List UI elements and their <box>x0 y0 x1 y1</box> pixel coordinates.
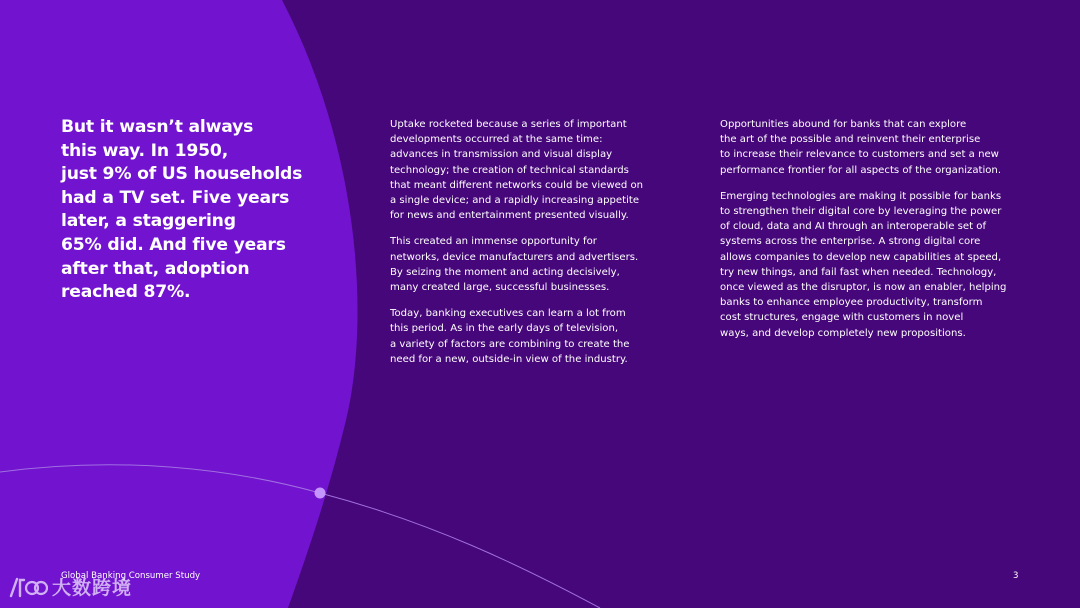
headline-line: after that, adoption <box>61 258 250 279</box>
text-line: allows companies to develop new capabilities at speed, <box>720 251 1002 263</box>
text-line: Emerging technologies are making it possible for banks <box>720 190 1002 202</box>
headline-line: had a TV set. Five years <box>61 187 290 208</box>
text-line: that meant different networks could be viewed on <box>390 179 644 191</box>
text-line: to strengthen their digital core by leveraging the power <box>720 206 1002 218</box>
text-line: networks, device manufacturers and advertisers. <box>390 251 639 263</box>
text-line: Opportunities abound for banks that can explore <box>720 119 967 130</box>
text-line: systems across the enterprise. A strong digital core <box>720 236 981 248</box>
text-line: the art of the possible and reinvent their enterprise <box>720 134 981 146</box>
watermark-text: 大数跨境 <box>52 577 133 599</box>
paragraph <box>390 306 670 367</box>
text-line: Today, banking executives can learn a lot from <box>390 308 626 320</box>
text-line: to increase their relevance to customers and set a new <box>720 149 999 161</box>
text-line: once viewed as the disruptor, is now an enabler, helping <box>720 282 1007 294</box>
text-line: this period. As in the early days of television, <box>390 323 619 335</box>
headline <box>61 116 311 305</box>
text-line: many created large, successful businesses. <box>390 282 610 294</box>
text-line: need for a new, outside-in view of the industry. <box>390 353 628 365</box>
text-line: banks to enhance employee productivity, transform <box>720 297 983 309</box>
headline-line: But it wasn’t always <box>61 117 254 137</box>
headline-line: this way. In 1950, <box>61 140 229 161</box>
paragraph <box>390 117 670 223</box>
text-line: a variety of factors are combining to create the <box>390 338 630 350</box>
text-line: developments occurred at the same time: <box>390 134 603 146</box>
body-column-right <box>720 117 1040 352</box>
text-line: a single device; and a rapidly increasing appetite <box>390 195 640 207</box>
headline-line: reached 87%. <box>61 282 191 303</box>
headline-line: just 9% of US households <box>61 164 303 185</box>
decorative-dot <box>315 488 326 499</box>
text-line: This created an immense opportunity for <box>390 236 597 248</box>
text-line: for news and entertainment presented visually. <box>390 210 629 222</box>
text-line: Uptake rocketed because a series of important <box>390 119 627 130</box>
text-line: of cloud, data and AI through an interoperable set of <box>720 221 987 233</box>
footer-label: Global Banking Consumer Study <box>61 571 201 581</box>
brand-logo-icon <box>8 574 48 600</box>
text-line: performance frontier for all aspects of the organization. <box>720 164 1002 176</box>
headline-line: 65% did. And five years <box>61 234 286 255</box>
text-line: advances in transmission and visual display <box>390 149 613 161</box>
headline-line: later, a staggering <box>61 211 236 232</box>
page-number: 3 <box>1013 571 1019 581</box>
text-line: cost structures, engage with customers in novel <box>720 312 964 324</box>
paragraph <box>720 189 1040 341</box>
watermark <box>8 573 132 600</box>
text-line: ways, and develop completely new propositions. <box>720 327 966 339</box>
text-line: technology; the creation of technical standards <box>390 164 629 176</box>
paragraph <box>720 117 1040 178</box>
text-line: try new things, and fail fast when needed. Technology, <box>720 266 997 278</box>
text-line: By seizing the moment and acting decisively, <box>390 266 620 278</box>
paragraph <box>390 234 670 295</box>
body-column-left <box>390 117 670 378</box>
